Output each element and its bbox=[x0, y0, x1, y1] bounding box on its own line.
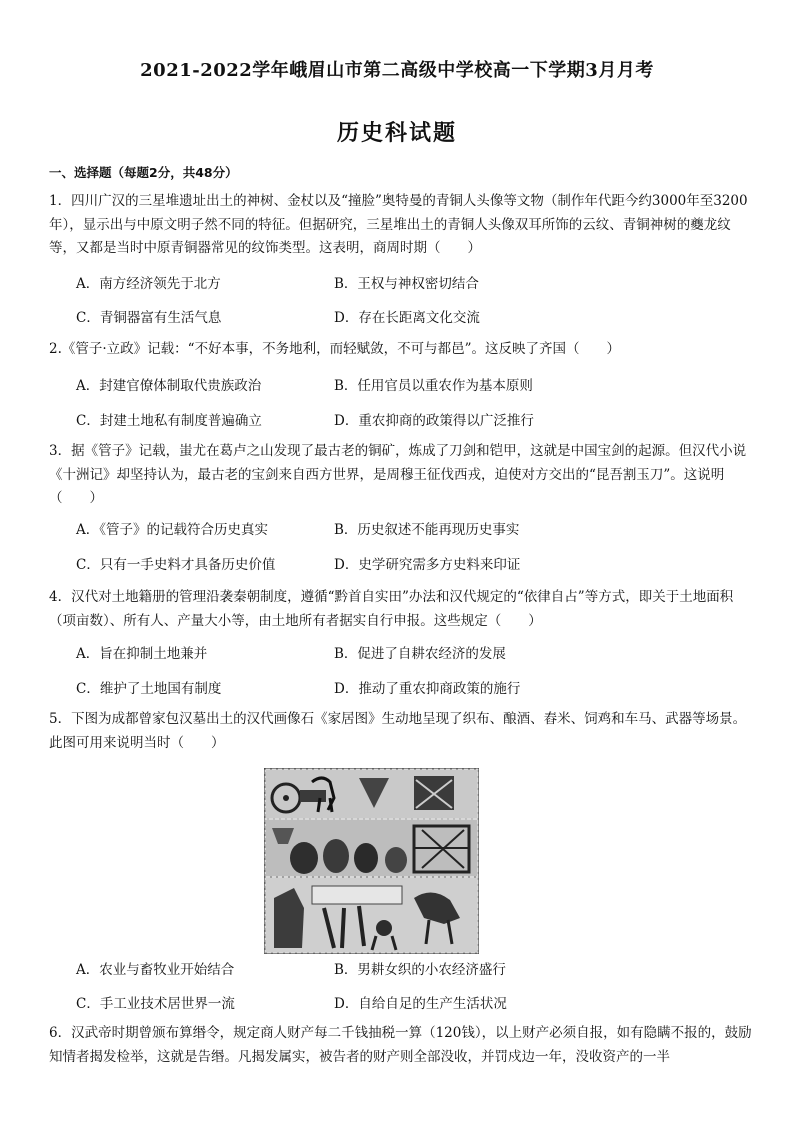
option-a: A．农业与畜牧业开始结合 bbox=[76, 962, 235, 978]
option-a: A．《管子》的记载符合历史真实 bbox=[76, 522, 268, 538]
question-2-options bbox=[76, 374, 756, 429]
option-c: C．封建土地私有制度普遍确立 bbox=[76, 413, 262, 429]
exam-subtitle: 历史科试题 bbox=[336, 120, 457, 146]
han-stone-relief-image bbox=[264, 768, 479, 954]
question-3-options bbox=[76, 518, 756, 573]
question-6: 6．汉武帝时期曾颁布算缗令，规定商人财产每二千钱抽税一算（120钱），以上财产必须自报，如有隐瞒不报的，鼓励知情者揭发检举，这就是告缗。凡揭发属实，被告者的财产则全部没收，并罚戍边一年，没收资产的一半 bbox=[49, 1025, 752, 1065]
question-2: 2.《管子·立政》记载：“不好本事，不务地利，而轻赋敛，不可与都邑”。这反映了齐国（ ） bbox=[49, 341, 620, 357]
option-d: D．自给自足的生产生活状况 bbox=[334, 996, 507, 1012]
option-c: C．只有一手史料才具备历史价值 bbox=[76, 557, 276, 573]
option-a: A．南方经济领先于北方 bbox=[76, 276, 221, 292]
question-1: 1．四川广汉的三星堆遗址出土的神树、金杖以及“撞脸”奥特曼的青铜人头像等文物（制作年代距今约3000年至3200年），显示出与中原文明子然不同的特征。但据研究，三星堆出土的青铜人头像双耳所饰的云纹、青铜神树的夔龙纹等，又都是当时中原青铜器常见的纹饰类型。这表明，商周时期（ ） bbox=[49, 193, 748, 256]
question-1-options bbox=[76, 272, 756, 326]
question-3: 3．据《管子》记载，蚩尤在葛卢之山发现了最古老的铜矿，炼成了刀剑和铠甲，这就是中国宝剑的起源。但汉代小说《十洲记》却坚持认为，最古老的宝剑来自西方世界，是周穆王征伐西戎，迫使对方交出的“昆吾割玉刀”。这说明（ ） bbox=[49, 443, 747, 506]
option-c: C．青铜器富有生活气息 bbox=[76, 310, 222, 326]
option-d: D．推动了重农抑商政策的施行 bbox=[334, 681, 521, 697]
option-d: D．史学研究需多方史料来印证 bbox=[334, 557, 521, 573]
exam-title: 2021-2022学年峨眉山市第二高级中学校高一下学期3月月考 bbox=[140, 60, 654, 81]
option-a: A．旨在抑制土地兼并 bbox=[76, 646, 208, 662]
option-c: C．维护了土地国有制度 bbox=[76, 681, 222, 697]
option-b: B．历史叙述不能再现历史事实 bbox=[334, 522, 520, 538]
question-4-options bbox=[76, 642, 756, 697]
question-5-options bbox=[76, 958, 756, 1012]
question-5: 5．下图为成都曾家包汉墓出土的汉代画像石《家居图》生动地呈现了织布、酿酒、舂米、饲鸡和车马、武器等场景。此图可用来说明当时（ ） bbox=[49, 711, 747, 751]
option-a: A．封建官僚体制取代贵族政治 bbox=[76, 378, 262, 394]
option-b: B．促进了自耕农经济的发展 bbox=[334, 646, 506, 662]
option-d: D．存在长距离文化交流 bbox=[334, 310, 480, 326]
option-b: B．王权与神权密切结合 bbox=[334, 276, 479, 292]
option-d: D．重农抑商的政策得以广泛推行 bbox=[334, 413, 534, 429]
option-b: B．任用官员以重农作为基本原则 bbox=[334, 378, 533, 394]
option-b: B．男耕女织的小农经济盛行 bbox=[334, 962, 506, 978]
question-4: 4．汉代对土地籍册的管理沿袭秦朝制度，遵循“黔首自实田”办法和汉代规定的“依律自占”等方式，即关于土地面积（项亩数）、所有人、产量大小等，由土地所有者据实自行申报。这些规定（ ） bbox=[49, 589, 734, 629]
option-c: C．手工业技术居世界一流 bbox=[76, 996, 235, 1012]
section-heading: 一、选择题（每题2分，共48分） bbox=[49, 165, 238, 180]
